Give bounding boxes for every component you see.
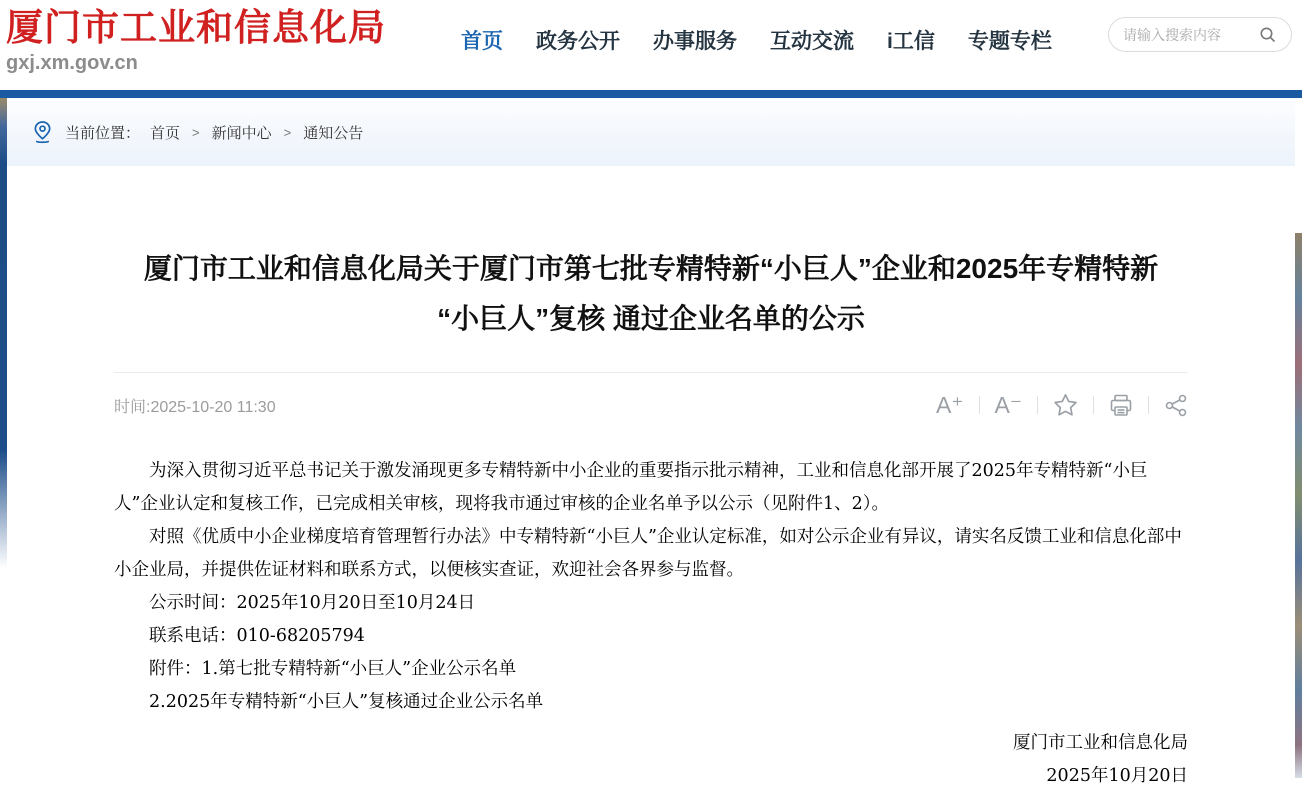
share-icon[interactable] [1164,394,1188,417]
site-logo-domain: gxj.xm.gov.cn [6,52,138,74]
article-paragraph: 联系电话：010-68205794 [149,626,365,646]
article-title [114,244,1188,344]
breadcrumb-separator: > [283,124,292,140]
right-background-strip [1295,233,1302,778]
favorite-star-icon[interactable] [1053,393,1078,417]
toolbar-divider [1093,396,1094,414]
nav-item-services[interactable]: 办事服务 [653,30,737,53]
signature-agency: 厦门市工业和信息化局 [1013,733,1188,753]
signature-date: 2025年10月20日 [1046,766,1188,786]
article-paragraph: 对照《优质中小企业梯度培育管理暂行办法》中专精特新“小巨人”企业认定标准，如对公示企业有异议，请实名反馈工业和信息化部中小企业局，并提供佐证材料和联系方式，以便核实查证，欢迎社会各界参与监督。 [114,527,1182,580]
article-paragraph-attachment-1: 附件：1.第七批专精特新“小巨人”企业公示名单 [149,659,517,679]
article-paragraph-attachment-2: 2.2025年专精特新“小巨人”复核通过企业公示名单 [149,692,544,712]
breadcrumb-home[interactable]: 首页 [150,124,181,142]
article-title-line1: 厦门市工业和信息化局关于厦门市第七批专精特新“小巨人”企业和2025年专精特新 [143,253,1159,284]
article-meta-row [114,373,1188,437]
print-icon[interactable] [1109,394,1133,417]
toolbar-divider [979,396,980,414]
article-signature-block [114,727,1188,793]
breadcrumb-notices[interactable]: 通知公告 [303,124,364,142]
toolbar-divider [1037,396,1038,414]
nav-item-interaction[interactable]: 互动交流 [770,30,854,53]
site-logo-title: 厦门市工业和信息化局 [6,5,386,49]
main-nav [461,25,1052,55]
breadcrumb-label: 当前位置： [65,124,141,142]
nav-item-special-topics[interactable]: 专题专栏 [967,30,1052,53]
font-increase-button[interactable]: A⁺ [936,391,964,418]
breadcrumb-separator: > [192,124,200,140]
toolbar-divider [1148,396,1149,414]
article-paragraph: 为深入贯彻习近平总书记关于激发涌现更多专精特新中小企业的重要指示批示精神，工业和信息化部开展了2025年专精特新“小巨人”企业认定和复核工作，已完成相关审核，现将我市通过审核的企业名单予以公示（见附件1、2）。 [114,461,1148,514]
search-input[interactable] [1123,27,1259,43]
nav-item-gov-info[interactable]: 政务公开 [536,30,620,53]
article-title-line2: “小巨人”复核 通过企业名单的公示 [437,303,865,334]
article-toolbar [936,393,1188,417]
site-header [0,0,1302,90]
font-decrease-button[interactable]: A⁻ [994,391,1022,418]
site-logo[interactable] [6,0,461,76]
header-accent-bar [0,90,1302,98]
publish-time: 时间:2025-10-20 11:30 [114,398,276,416]
article-body [114,455,1188,719]
nav-item-i-gongxin[interactable]: i工信 [887,30,935,53]
article-paragraph: 公示时间：2025年10月20日至10月24日 [149,593,476,613]
left-background-strip [0,98,7,568]
article [0,244,1302,793]
nav-item-home[interactable]: 首页 [461,30,503,53]
search-box[interactable] [1108,17,1292,52]
location-pin-icon [32,120,53,144]
breadcrumb [7,98,1295,166]
breadcrumb-news-center[interactable]: 新闻中心 [211,124,272,142]
magnifier-icon[interactable] [1259,26,1277,44]
